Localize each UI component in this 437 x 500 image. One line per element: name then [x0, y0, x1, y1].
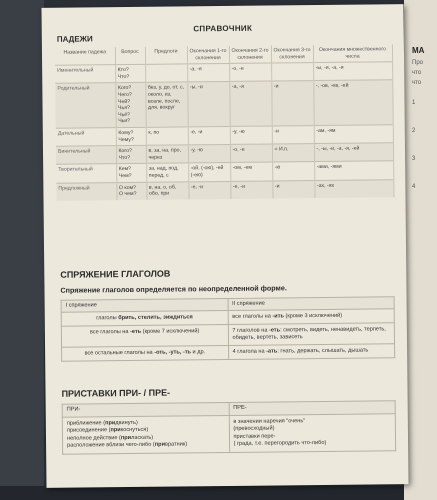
- column-header: Окончания 2-го склонения: [229, 46, 271, 64]
- pri-example-text: неполное действие (: [66, 434, 121, 442]
- conjugation-subtitle: Спряжение глаголов определяется по неопределенной форме.: [60, 283, 287, 295]
- case-cell-e1: -а, -я: [187, 64, 229, 83]
- case-cell-e2: -ом, -ем: [230, 162, 272, 181]
- case-cell-question: О ком? О чем?: [116, 182, 146, 200]
- adjacent-page-fragment: 2: [412, 128, 416, 134]
- case-cell-name: Винительный: [56, 146, 116, 165]
- case-cell-e3: -ю: [272, 162, 314, 181]
- conjugation-text: : гнать, держать, слышать, дышать: [277, 347, 369, 355]
- conjugation-text: все глаголы на: [232, 313, 273, 320]
- prefix-highlight: при: [120, 434, 132, 441]
- case-cell-e2: -е, -и: [230, 181, 272, 199]
- conjugation-cell-1: [61, 324, 228, 347]
- case-cell-plural: -ами, -ями: [314, 161, 393, 180]
- case-cell-prepositions: к, по: [146, 127, 188, 146]
- adjacent-page: [404, 0, 437, 500]
- background-left: [0, 0, 44, 500]
- conjugation-text: все глаголы на: [89, 328, 131, 336]
- case-cell-prepositions: в, за, на, про, через: [146, 145, 188, 164]
- case-cell-name: Предложный: [56, 182, 116, 200]
- prefixes-pri-cell: [62, 415, 229, 454]
- conjugation-header-2: II спряжение: [228, 297, 395, 311]
- pri-example-text: приближение (: [66, 419, 106, 427]
- conjugation-text: (кроме 3 исключений): [283, 312, 343, 320]
- conjugation-table: [61, 296, 396, 361]
- case-cell-e1: -е, -и: [188, 181, 230, 199]
- case-cell-e1: -ы, -и: [187, 82, 229, 127]
- adjacent-page-fragment: что: [412, 80, 422, 86]
- conjugation-title: СПРЯЖЕНИЕ ГЛАГОЛОВ: [60, 268, 171, 280]
- pre-example: ( града, т.е. перегородить что-либо): [233, 440, 327, 448]
- case-cell-prepositions: без, у, до, от, с, около, из, возле, после, для, вокруг: [145, 82, 187, 127]
- cases-table: [55, 44, 394, 200]
- conjugation-text: и др.: [190, 349, 206, 356]
- prefix-highlight: при: [105, 419, 116, 426]
- conjugation-text: 7 глаголов на: [232, 327, 270, 334]
- case-cell-name: Дательный: [56, 128, 116, 147]
- adjacent-page-fragment: 3: [412, 156, 416, 162]
- case-cell-question: Кто? Что?: [115, 65, 145, 84]
- conjugation-ending: -ать: [266, 348, 278, 355]
- column-header: Название падежа: [55, 47, 115, 65]
- adjacent-page-fragment: что: [412, 70, 422, 76]
- adjacent-page-fragment: 4: [412, 184, 416, 190]
- case-cell-e2: -а, -я: [229, 81, 271, 126]
- adjacent-page-fragment: 1: [412, 100, 416, 106]
- case-cell-name: Родительный: [55, 83, 115, 128]
- conjugation-text: : смотреть, видеть, ненавидеть, терпеть, обидеть, вертеть, зависеть: [232, 326, 386, 341]
- case-cell-name: Именительный: [55, 65, 115, 84]
- case-cell-prepositions: в, на, о, об, обо, при: [146, 181, 188, 199]
- conjugation-table-body: [61, 309, 394, 361]
- pri-example-text: присоединение (: [66, 427, 111, 434]
- pri-example-text: вратник): [164, 441, 188, 449]
- case-cell-e2: -о, -е: [229, 63, 271, 82]
- column-header: Предлоги: [145, 46, 187, 64]
- case-cell-e3: = И.п.: [272, 144, 314, 163]
- adjacent-page-fragment: Про: [412, 60, 423, 66]
- table-row: [55, 80, 392, 128]
- case-cell-question: Кому? Чему?: [116, 127, 146, 146]
- conjugation-cell-2: [228, 344, 395, 360]
- case-cell-question: Кого? Что?: [116, 145, 146, 164]
- case-cell-e3: -и: [271, 81, 313, 126]
- case-cell-name: Творительный: [56, 164, 116, 183]
- column-header: Окончания 1-го склонения: [187, 46, 229, 64]
- adjacent-page-fragment: МА: [412, 46, 425, 55]
- case-cell-plural: -ы, -и, -а, -я: [313, 62, 392, 81]
- prefixes-pre-cell: [229, 413, 396, 452]
- column-header: Окончания 3-го склонения: [271, 45, 313, 63]
- table-row: [56, 179, 393, 200]
- case-cell-e1: -у, -ю: [188, 145, 230, 164]
- pri-example-text: двинуть): [115, 419, 138, 426]
- prefixes-table: [62, 400, 397, 454]
- prefixes-header-pre: ПРЕ-: [229, 401, 396, 415]
- notebook-page: [41, 4, 408, 488]
- column-header: Вопрос: [115, 47, 145, 65]
- cases-heading: ПАДЕЖИ: [56, 34, 93, 44]
- pre-example: приставки пере-: [233, 433, 276, 440]
- case-cell-e2: -о, -е: [230, 144, 272, 163]
- case-cell-question: Кого? Чего? Чей? Чья? Чьё? Чьи?: [115, 83, 145, 128]
- background-bottom: [0, 486, 437, 500]
- case-cell-prepositions: [145, 64, 187, 83]
- prefixes-header-pri: ПРИ-: [62, 402, 229, 416]
- conjugation-ending: брить, стелить, зиждиться: [118, 314, 193, 322]
- pri-example-text: коснуться): [120, 427, 149, 434]
- case-cell-question: Кем? Чем?: [116, 164, 146, 183]
- case-cell-e3: -и: [272, 126, 314, 145]
- conjugation-text: 4 глагола на: [232, 348, 267, 355]
- case-cell-e1: -ой, (-ою), -ей (-ею): [188, 163, 230, 182]
- case-cell-plural: -, -ы, -и, -а, -я, -ей: [314, 143, 393, 162]
- case-cell-e2: -у, -ю: [230, 126, 272, 145]
- cases-table-body: [55, 62, 393, 201]
- case-cell-e1: -е, -и: [188, 126, 230, 145]
- pri-example-text: ласкать): [131, 434, 154, 441]
- case-cell-plural: -ах, -ях: [314, 179, 393, 198]
- case-cell-prepositions: за, над, под, перед, с: [146, 163, 188, 182]
- prefix-highlight: при: [110, 427, 121, 434]
- conjugation-cell-1: [62, 345, 229, 361]
- conjugation-text: все остальные глаголы на: [84, 349, 155, 357]
- pri-example: [67, 441, 225, 450]
- prefixes-title: ПРИСТАВКИ ПРИ- / ПРЕ-: [61, 387, 171, 399]
- column-header: Окончания множественного числа: [313, 44, 392, 63]
- pri-example-text: расположение вблизи чего-либо (: [67, 442, 155, 450]
- conjugation-header-1: I спряжение: [61, 298, 228, 312]
- table-row: [62, 344, 395, 361]
- conjugation-cell-2: [228, 323, 395, 346]
- pre-example: в значении наречия "очень": [233, 417, 306, 425]
- conjugation-ending: -ить: [272, 313, 284, 320]
- pre-example: (превосходный): [233, 425, 275, 433]
- prefix-highlight: при: [154, 442, 166, 449]
- conjugation-text: (кроме 7 исключений): [141, 328, 200, 335]
- page-title: СПРАВОЧНИК: [193, 23, 253, 34]
- conjugation-ending: -оть, -уть, -ть: [154, 349, 192, 356]
- case-cell-plural: -ам, -ям: [314, 125, 393, 144]
- conjugation-text: глаголы: [96, 315, 119, 322]
- case-cell-e3: -и: [272, 180, 314, 198]
- conjugation-ending: -еть: [268, 327, 281, 334]
- case-cell-plural: -, -ов, -ев, -ей: [313, 80, 392, 125]
- conjugation-ending: -еть: [130, 328, 142, 335]
- case-cell-e3: [271, 63, 313, 82]
